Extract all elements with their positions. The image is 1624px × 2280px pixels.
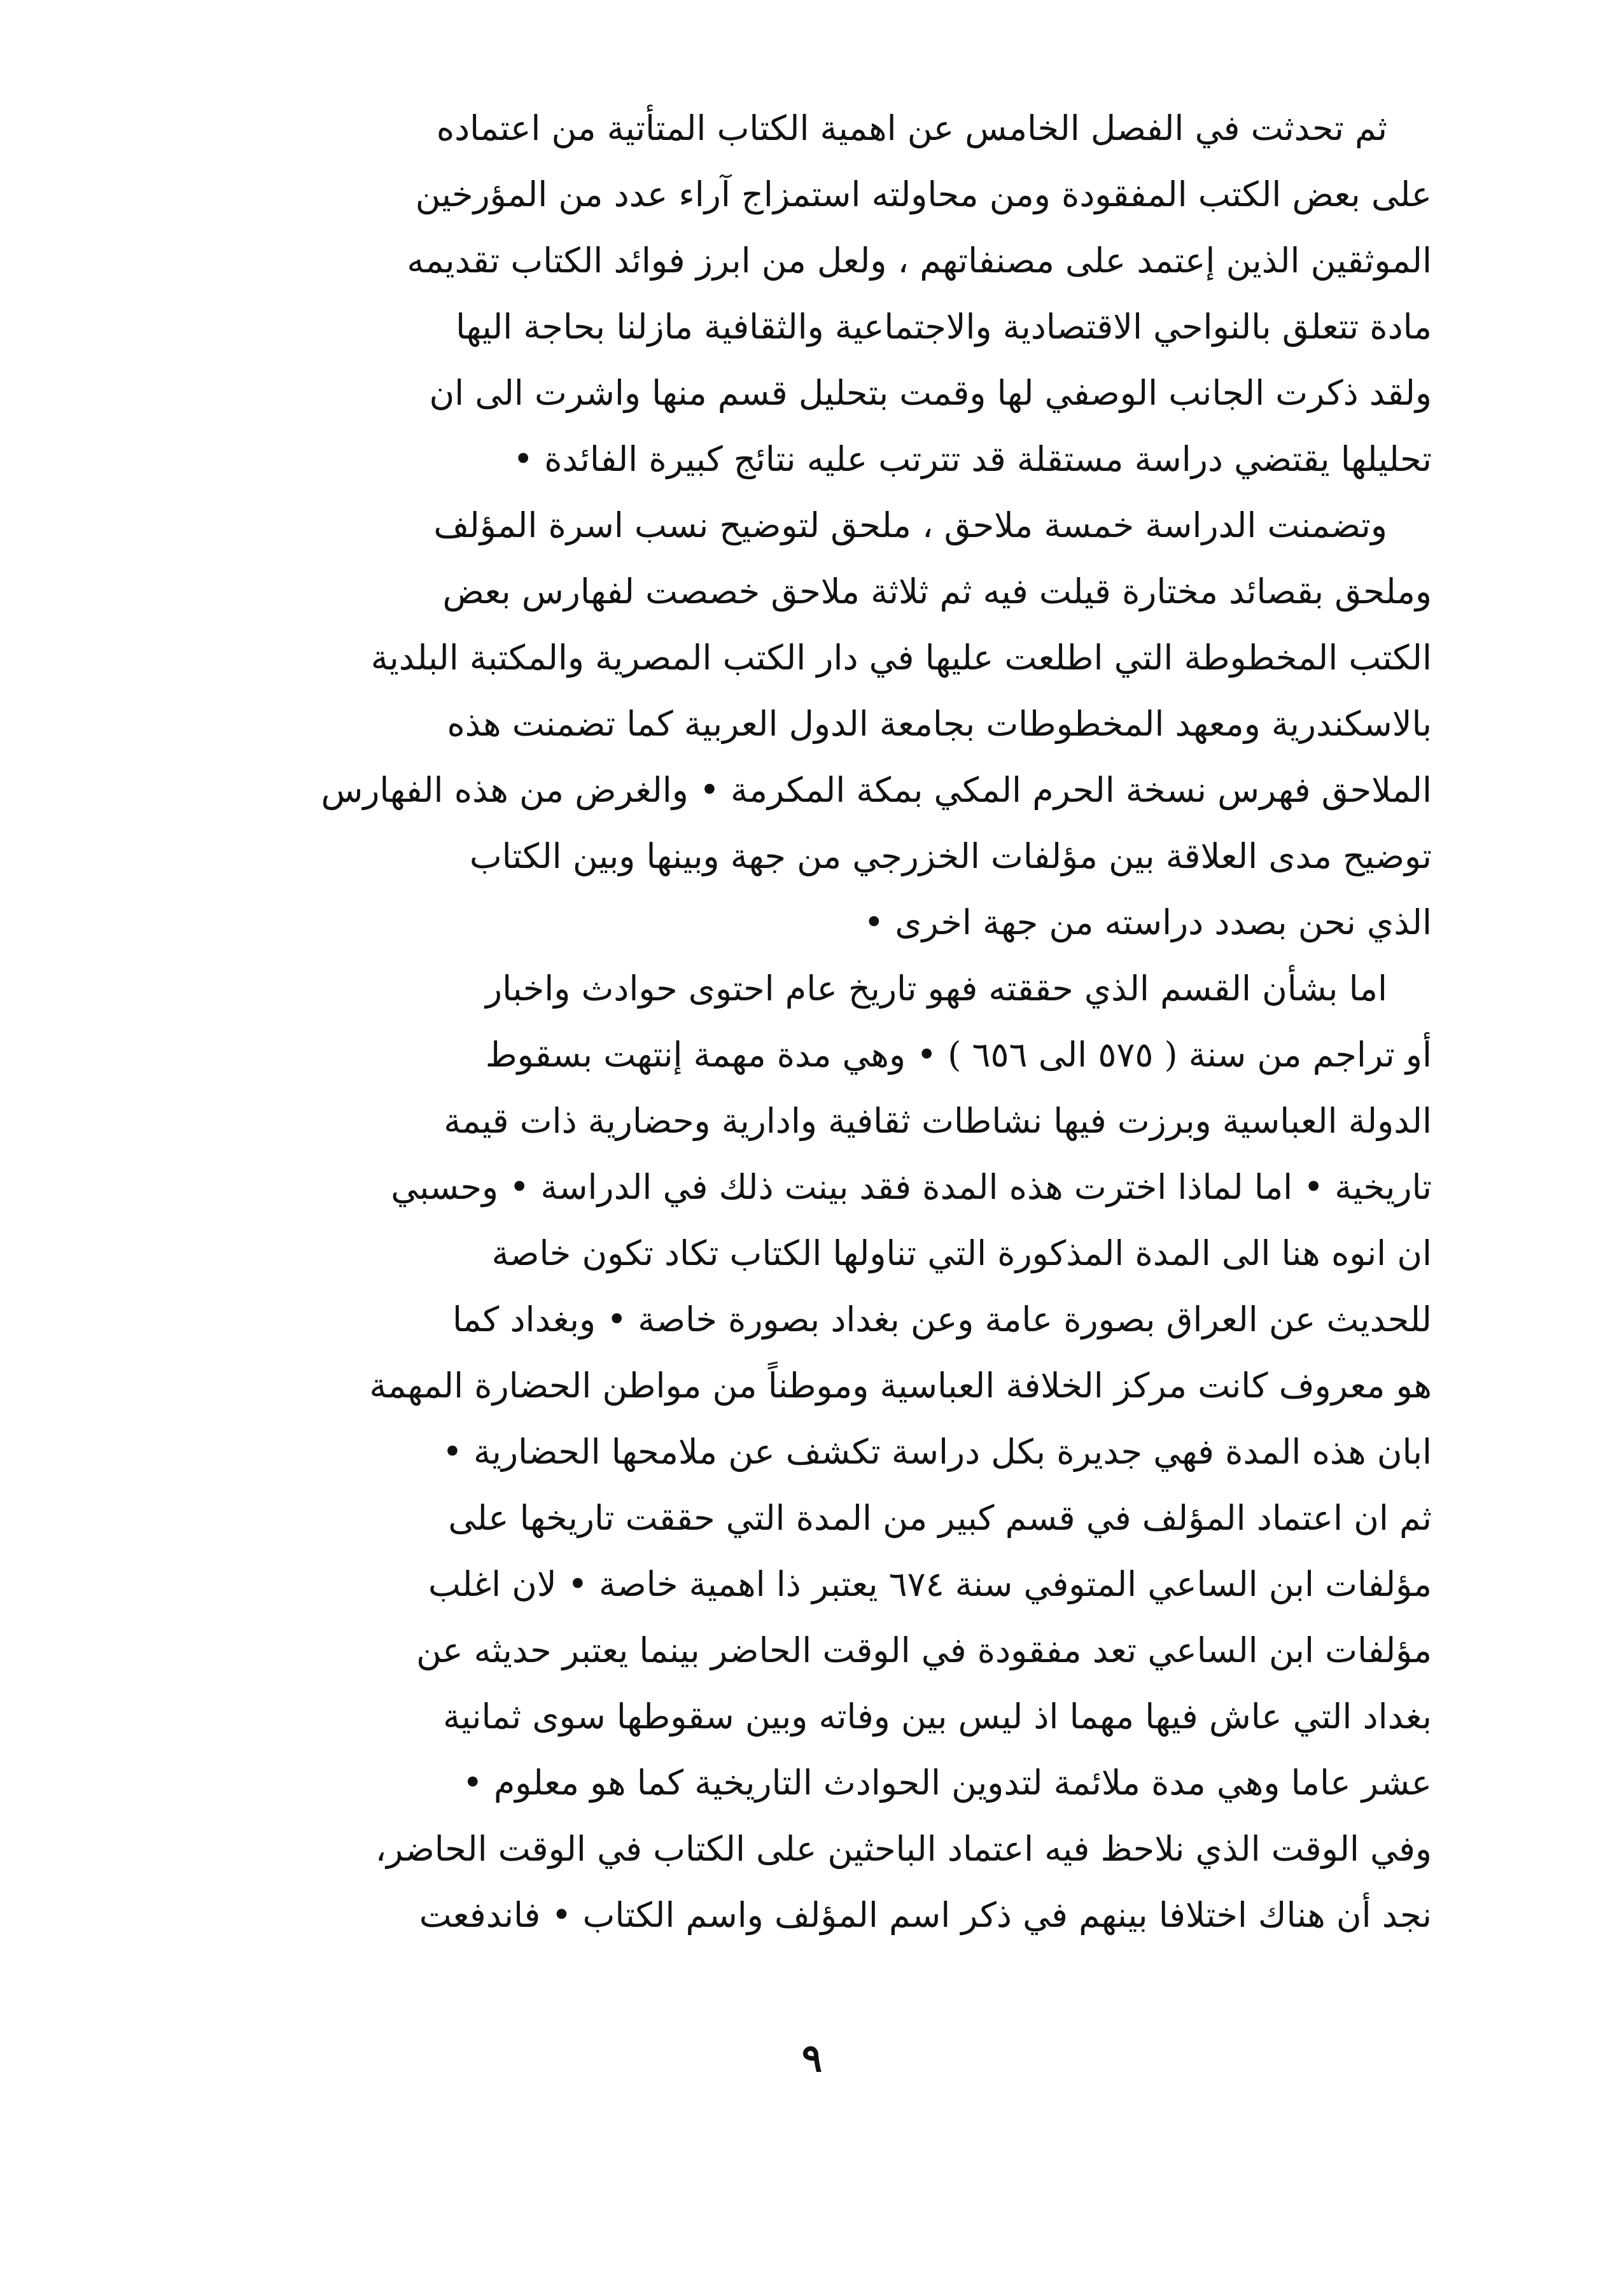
text-line: ولقد ذكرت الجانب الوصفي لها وقمت بتحليل قسم منها واشرت الى ان — [429, 373, 1432, 413]
text-line: وملحق بقصائد مختارة قيلت فيه ثم ثلاثة ملاحق خصصت لفهارس بعض — [442, 571, 1432, 612]
text-line: عشر عاما وهي مدة ملائمة لتدوين الحوادث التاريخية كما هو معلوم • — [462, 1763, 1432, 1803]
text-line: وفي الوقت الذي نلاحظ فيه اعتماد الباحثين على الكتاب في الوقت الحاضر، — [375, 1829, 1432, 1869]
body-text — [223, 95, 1432, 1948]
text-line: على بعض الكتب المفقودة ومن محاولته استمزاج آراء عدد من المؤرخين — [415, 174, 1432, 214]
text-line: الكتب المخطوطة التي اطلعت عليها في دار الكتب المصرية والمكتبة البلدية — [370, 638, 1432, 678]
text-line: ابان هذه المدة فهي جديرة بكل دراسة تكشف عن ملامحها الحضارية • — [442, 1432, 1432, 1472]
text-line: بغداد التي عاش فيها مهما اذ ليس بين وفاته وبين سقوطها سوى ثمانية — [443, 1696, 1432, 1737]
page-number: ٩ — [801, 2036, 823, 2081]
text-line: هو معروف كانت مركز الخلافة العباسية وموطناً من مواطن الحضارة المهمة — [369, 1366, 1432, 1406]
text-line: ان انوه هنا الى المدة المذكورة التي تناولها الكتاب تكاد تكون خاصة — [491, 1233, 1432, 1273]
text-line: مادة تتعلق بالنواحي الاقتصادية والاجتماعية والثقافية مازلنا بحاجة اليها — [456, 307, 1432, 347]
text-line: تحليلها يقتضي دراسة مستقلة قد تترتب عليه نتائج كبيرة الفائدة • — [513, 439, 1432, 479]
text-line: ثم ان اعتماد المؤلف في قسم كبير من المدة التي حققت تاريخها على — [448, 1498, 1432, 1538]
text-line: الدولة العباسية وبرزت فيها نشاطات ثقافية وادارية وحضارية ذات قيمة — [444, 1101, 1432, 1141]
text-line: ثم تحدثت في الفصل الخامس عن اهمية الكتاب المتأتية من اعتماده — [436, 108, 1387, 148]
text-line: مؤلفات ابن الساعي تعد مفقودة في الوقت الحاضر بينما يعتبر حديثه عن — [416, 1630, 1432, 1670]
text-line: الموثقين الذين إعتمد على مصنفاتهم ، ولعل من ابرز فوائد الكتاب تقديمه — [407, 241, 1432, 281]
text-line: أو تراجم من سنة ( ٥٧٥ الى ٦٥٦ ) • وهي مدة مهمة إنتهت بسقوط — [485, 1035, 1432, 1075]
text-line: مؤلفات ابن الساعي المتوفي سنة ٦٧٤ يعتبر ذا اهمية خاصة • لان اغلب — [428, 1564, 1432, 1604]
text-line: توضيح مدى العلاقة بين مؤلفات الخزرجي من جهة وبينها وبين الكتاب — [469, 836, 1432, 876]
text-line: نجد أن هناك اختلافا بينهم في ذكر اسم المؤلف واسم الكتاب • فاندفعت — [419, 1895, 1432, 1935]
text-line: بالاسكندرية ومعهد المخطوطات بجامعة الدول العربية كما تضمنت هذه — [447, 704, 1432, 744]
text-line: الذي نحن بصدد دراسته من جهة اخرى • — [864, 902, 1432, 942]
text-line: تاريخية • اما لماذا اخترت هذه المدة فقد بينت ذلك في الدراسة • وحسبي — [391, 1167, 1432, 1207]
text-line: اما بشأن القسم الذي حققته فهو تاريخ عام احتوى حوادث واخبار — [486, 969, 1387, 1009]
text-line: الملاحق فهرس نسخة الحرم المكي بمكة المكرمة • والغرض من هذه الفهارس — [321, 770, 1432, 810]
text-line: وتضمنت الدراسة خمسة ملاحق ، ملحق لتوضيح نسب اسرة المؤلف — [433, 505, 1387, 545]
text-line: للحديث عن العراق بصورة عامة وعن بغداد بصورة خاصة • وبغداد كما — [452, 1299, 1432, 1339]
